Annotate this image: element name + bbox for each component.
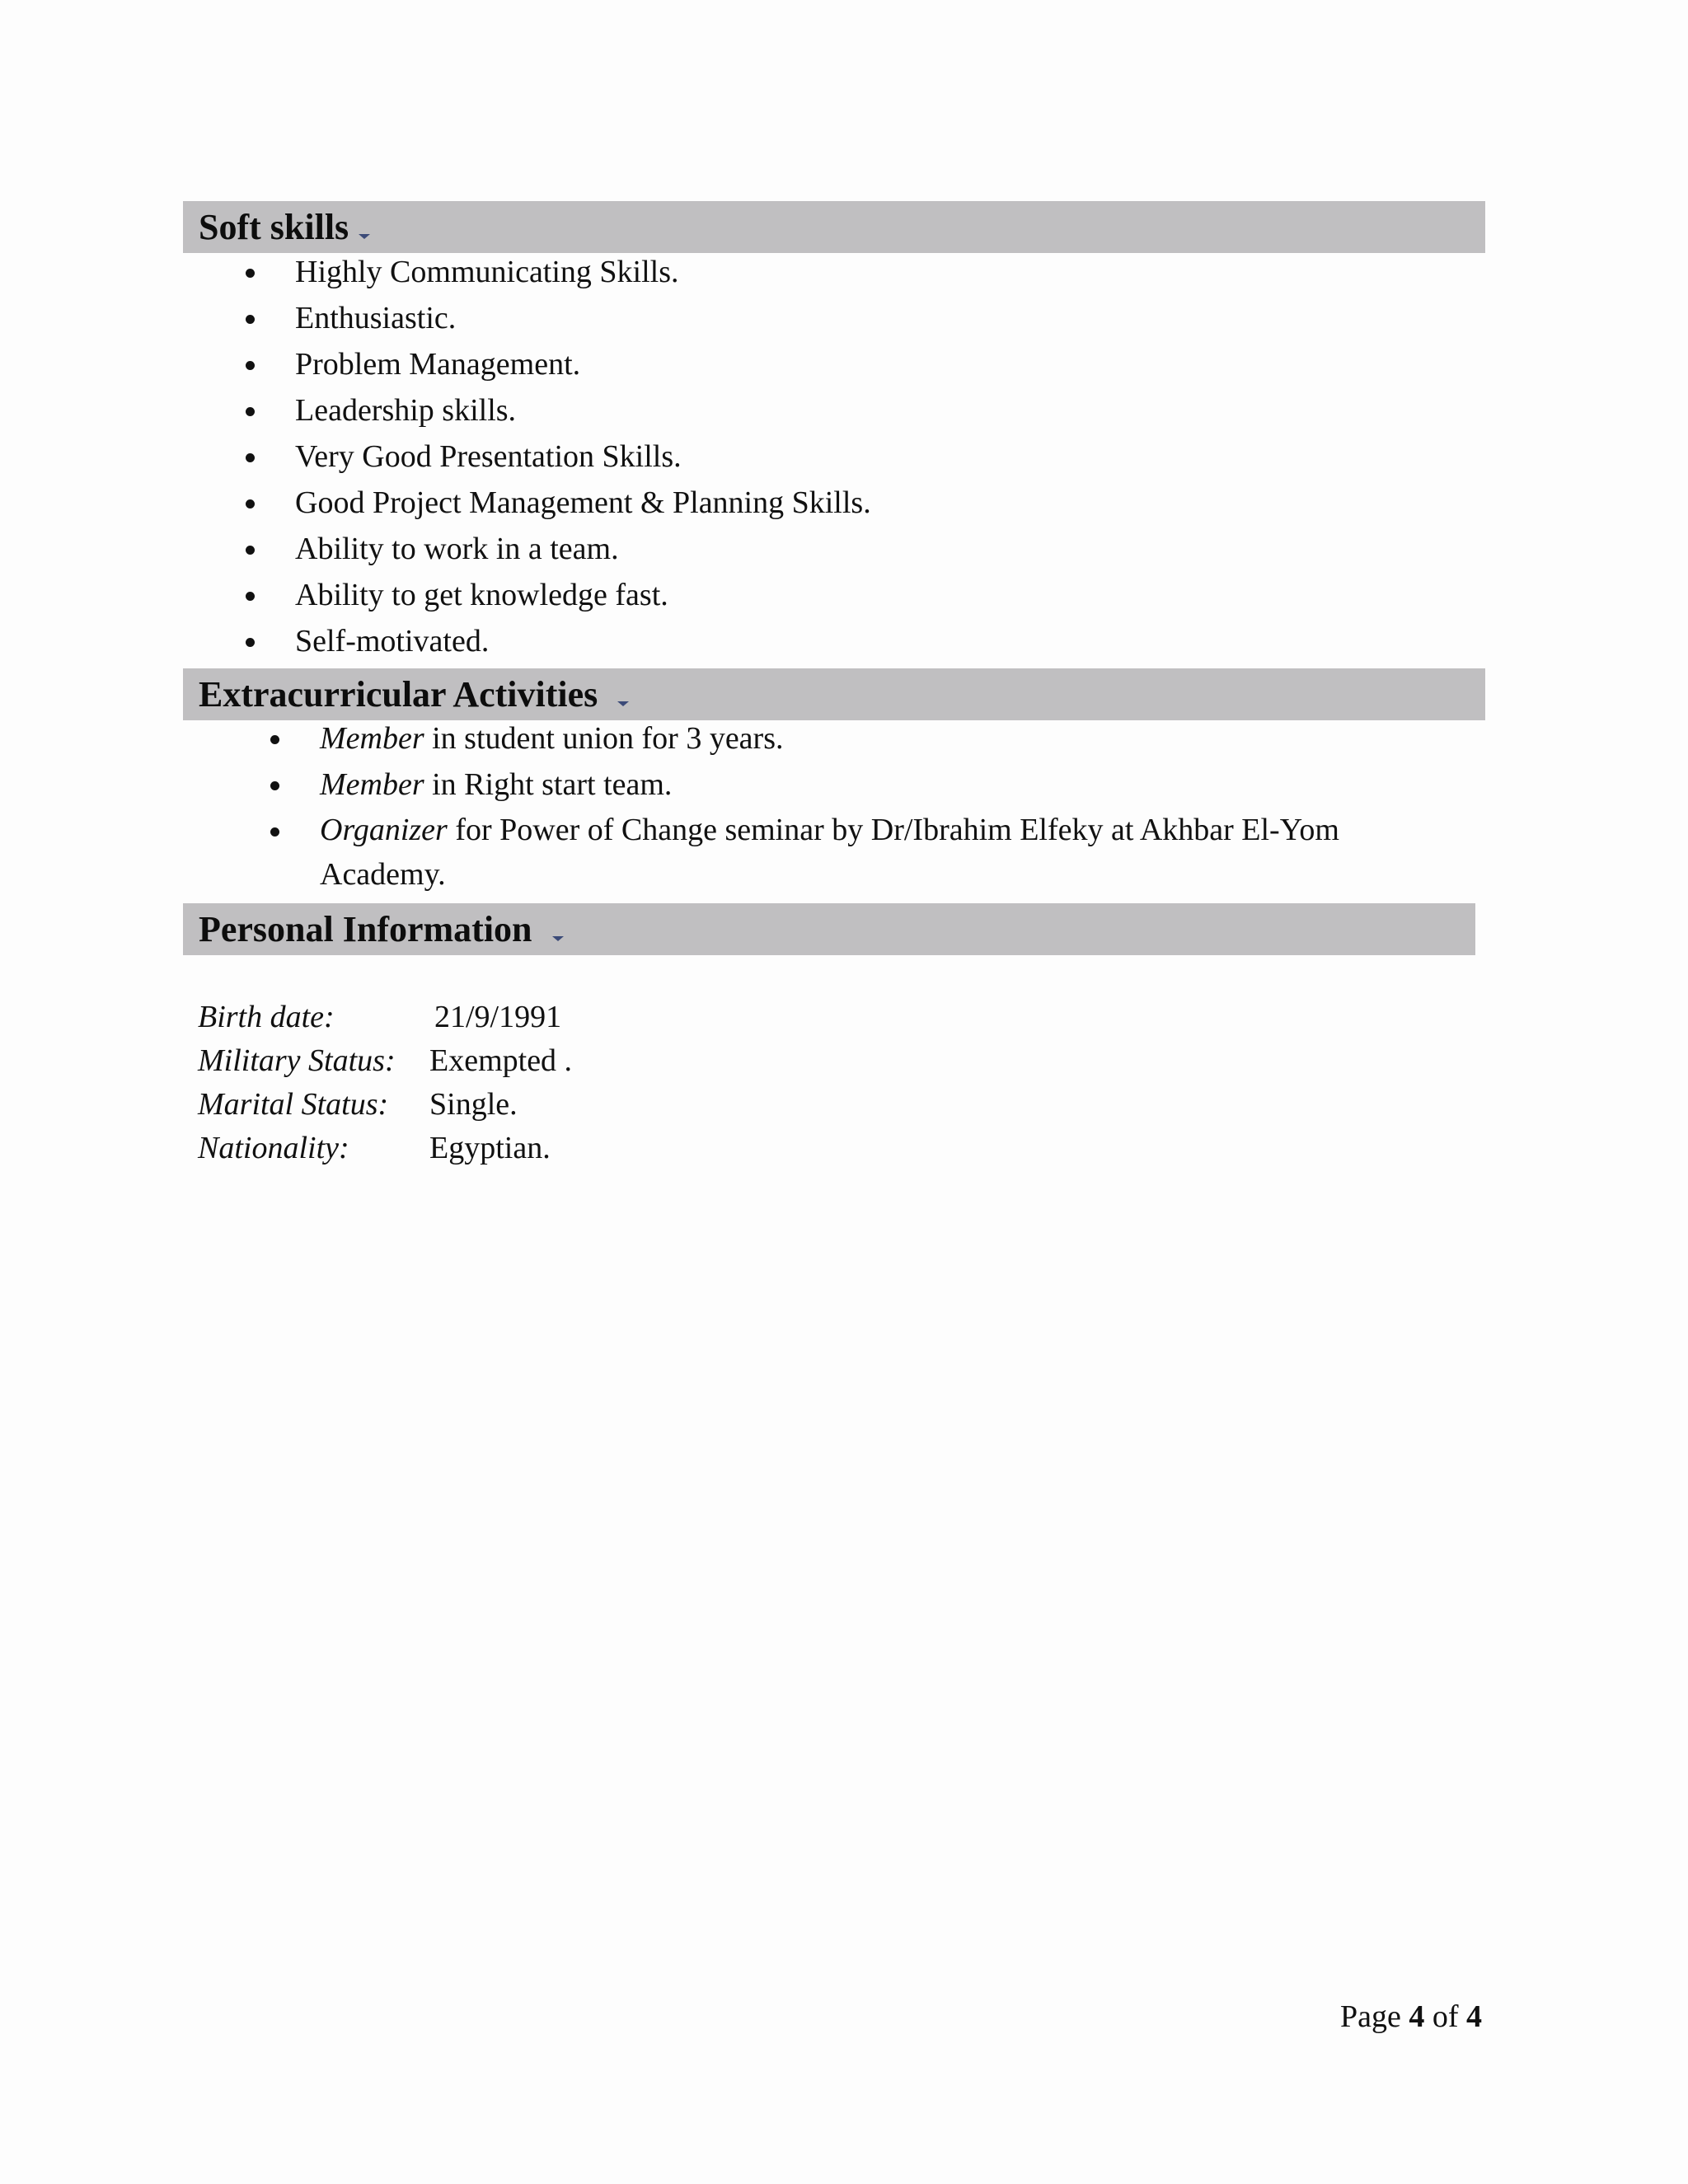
chevron-down-icon[interactable]: [617, 701, 629, 706]
chevron-down-icon[interactable]: [552, 936, 564, 941]
list-item: Ability to get knowledge fast.: [295, 572, 871, 618]
list-item: Problem Management.: [295, 341, 871, 387]
soft-skills-header[interactable]: [183, 201, 1485, 253]
nationality-value: Egyptian.: [429, 1131, 551, 1165]
bullet-icon: [270, 781, 279, 790]
marital-status-value: Single.: [429, 1087, 518, 1122]
bullet-icon: [246, 269, 255, 278]
list-item: Member in Right start team.: [320, 762, 1432, 808]
list-item: Leadership skills.: [295, 387, 871, 434]
nationality-label: Nationality:: [198, 1131, 349, 1165]
bullet-icon: [246, 315, 255, 324]
bullet-icon: [246, 546, 255, 555]
marital-status-label: Marital Status:: [198, 1087, 389, 1122]
page-number: Page 4 of 4: [1339, 1999, 1482, 2034]
bullet-icon: [246, 592, 255, 601]
bullet-icon: [270, 735, 279, 744]
bullet-icon: [246, 638, 255, 647]
list-item: Very Good Presentation Skills.: [295, 434, 871, 480]
personal-information-header[interactable]: [183, 903, 1475, 955]
bullet-icon: [246, 453, 255, 462]
list-item: Organizer for Power of Change seminar by Dr/Ibrahim Elfeky at Akhbar El-Yom Academy.: [320, 808, 1432, 897]
extracurricular-list: [320, 715, 1432, 897]
bullet-icon: [246, 499, 255, 509]
personal-information-title: Personal Information: [199, 908, 532, 949]
list-item: Highly Communicating Skills.: [295, 249, 871, 295]
extracurricular-title: Extracurricular Activities: [199, 673, 598, 715]
list-item: Enthusiastic.: [295, 295, 871, 341]
list-item: Member in student union for 3 years.: [320, 715, 1432, 762]
birth-date-label: Birth date:: [198, 1000, 335, 1034]
military-status-label: Military Status:: [198, 1043, 396, 1078]
bullet-icon: [246, 361, 255, 370]
list-item: Self-motivated.: [295, 618, 871, 664]
list-item: Ability to work in a team.: [295, 526, 871, 572]
soft-skills-title: Soft skills: [199, 206, 349, 247]
soft-skills-list: [295, 249, 871, 664]
bullet-icon: [270, 827, 279, 837]
birth-date-value: 21/9/1991: [434, 1000, 562, 1034]
list-item: Good Project Management & Planning Skills.: [295, 480, 871, 526]
extracurricular-header[interactable]: [183, 668, 1485, 720]
chevron-down-icon[interactable]: [359, 234, 370, 239]
military-status-value: Exempted .: [429, 1043, 573, 1078]
bullet-icon: [246, 407, 255, 416]
